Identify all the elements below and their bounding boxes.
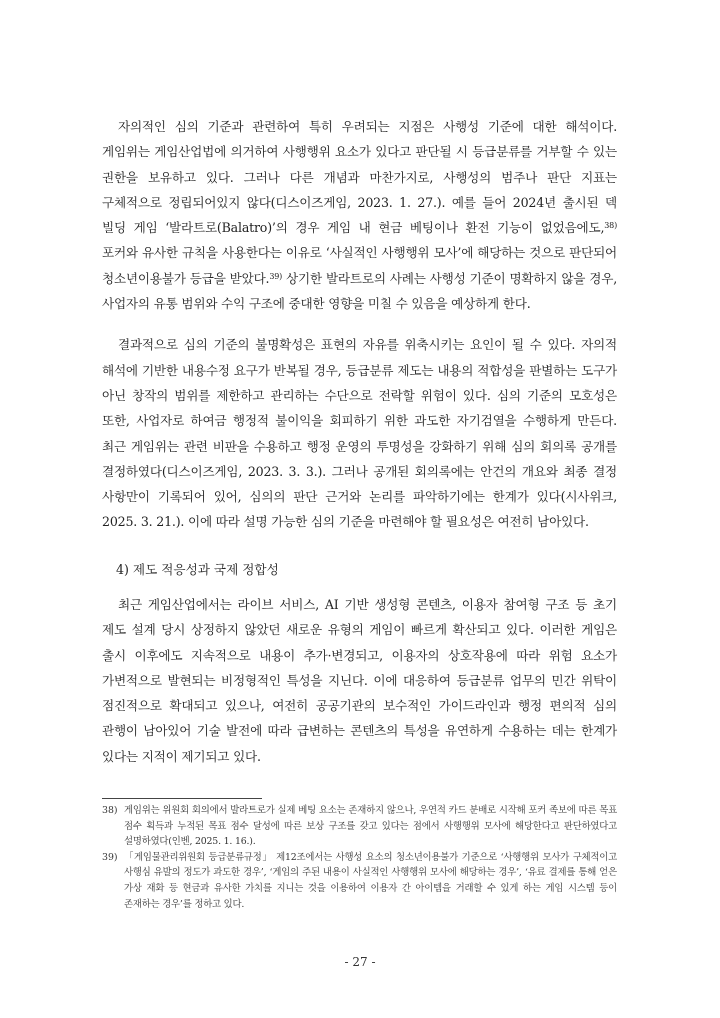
paragraph-3: 최근 게임산업에서는 라이브 서비스, AI 기반 생성형 콘텐츠, 이용자 참여형 구조 등 초기 제도 설계 당시 상정하지 않았던 새로운 유형의 게임이 빠르게 확산되고 있다. 이러한 게임은 출시 이후에도 지속적으로 내용이 추가·변경되고, 이용자의 상호작용에 따라 위험 요소가 가변적으로 발현되는 비정형적인 특성을 지닌다. 이에 대응하여 등급분류 업무의 민간 위탁이 점진적으로 확대되고 있으나, 여전히 공공기관의 보수적인 가이드라인과 행정 편의적 심의 관행이 남아있어 기술 발전에 따라 급변하는 콘텐츠의 특성을 유연하게 수용하는 데는 한계가 있다는 지적이 제기되고 있다.	[102, 597, 617, 764]
footnote-text: 「게임물관리위원회 등급분류규정」 제12조에서는 사행성 요소의 청소년이용불가 기준으로 ‘사행행위 모사가 구체적이고 사행심 유발의 정도가 과도한 경우’, ‘게임의 주된 내용이 사실적인 사행행위 모사에 해당하는 경우’, ‘유료 결제를 통해 얻은 가상 재화 등 현금과 유사한 가치를 지니는 것을 이용하여 이용자 간 아이템을 거래할 수 있게 하는 게임 시스템 등이 존재하는 경우’를 정하고 있다.	[124, 851, 617, 910]
paragraph-1-text-c: 상기한 발라트로의 사례는 사행성 기준이 명확하지 않을 경우, 사업자의 유통 범위와 수익 구조에 중대한 영향을 미칠 수 있음을 예상하게 한다.	[102, 270, 617, 312]
body-text	[102, 114, 617, 535]
page-number: - 27 -	[344, 955, 376, 969]
paragraph-1-text-b: 포커와 유사한 규칙을 사용한다는 이유로 ‘사실적인 사행행위 모사’에 해당하는 것으로 판단되어 청소년이용불가 등급을 받았다.	[102, 245, 617, 286]
section-heading: 4) 제도 적응성과 국제 정합성	[116, 562, 279, 577]
paragraph-2: 결과적으로 심의 기준의 불명확성은 표현의 자유를 위축시키는 요인이 될 수 있다. 자의적 해석에 기반한 내용수정 요구가 반복될 경우, 등급분류 제도는 내용의 적합성을 판별하는 도구가 아닌 창작의 범위를 제한하고 관리하는 수단으로 전락할 위험이 있다. 심의 기준의 모호성은 또한, 사업자로 하여금 행정적 불이익을 회피하기 위한 과도한 자기검열을 수행하게 만든다. 최근 게임위는 관련 비판을 수용하고 행정 운영의 투명성을 강화하기 위해 심의 회의록 공개를 결정하였다(디스이즈게임, 2023. 3. 3.). 그러나 공개된 회의록에는 안건의 개요와 최종 결정 사항만이 기록되어 있어, 심의의 판단 근거와 논리를 파악하기에는 한계가 있다(시사위크, 2025. 3. 21.). 이에 따라 설명 가능한 심의 기준을 마련해야 할 필요성은 여전히 남아있다.	[102, 337, 617, 530]
footnote-ref-39[interactable]: 39)	[269, 271, 283, 281]
footnote-divider	[102, 798, 262, 799]
footnote-ref-38[interactable]: 38)	[604, 221, 617, 231]
footnote-number: 38)	[102, 805, 118, 816]
section-body	[102, 592, 617, 769]
footnote-39	[102, 850, 617, 912]
footnote-38	[102, 803, 617, 850]
footnote-number: 39)	[102, 851, 118, 863]
footnote-text: 게임위는 위원회 회의에서 발라트로가 실제 베팅 요소는 존재하지 않으나, 우연적 카드 분배로 시작해 포커 족보에 따른 목표 점수 획득과 누적된 목표 점수 달성에 따른 보상 구조를 갖고 있다는 점에서 사행행위 모사에 해당한다고 판단하였다고 설명하였다(인벤, 2025. 1. 16.).	[124, 805, 617, 848]
paragraph-1	[102, 114, 617, 316]
footnotes	[102, 803, 617, 912]
paragraph-1-text-a: 자의적인 심의 기준과 관련하여 특히 우려되는 지점은 사행성 기준에 대한 해석이다. 게임위는 게임산업법에 의거하여 사행행위 요소가 있다고 판단될 시 등급분류를 거부할 수 있는 권한을 보유하고 있다. 그러나 다른 개념과 마찬가지로, 사행성의 범주나 판단 지표는 구체적으로 정립되어있지 않다(디스이즈게임, 2023. 1. 27.). 예를 들어 2024년 출시된 덱 빌딩 게임 ‘발라트로(Balatro)’의 경우 게임 내 현금 베팅이나 환전 기능이 없었음에도,	[102, 119, 617, 236]
